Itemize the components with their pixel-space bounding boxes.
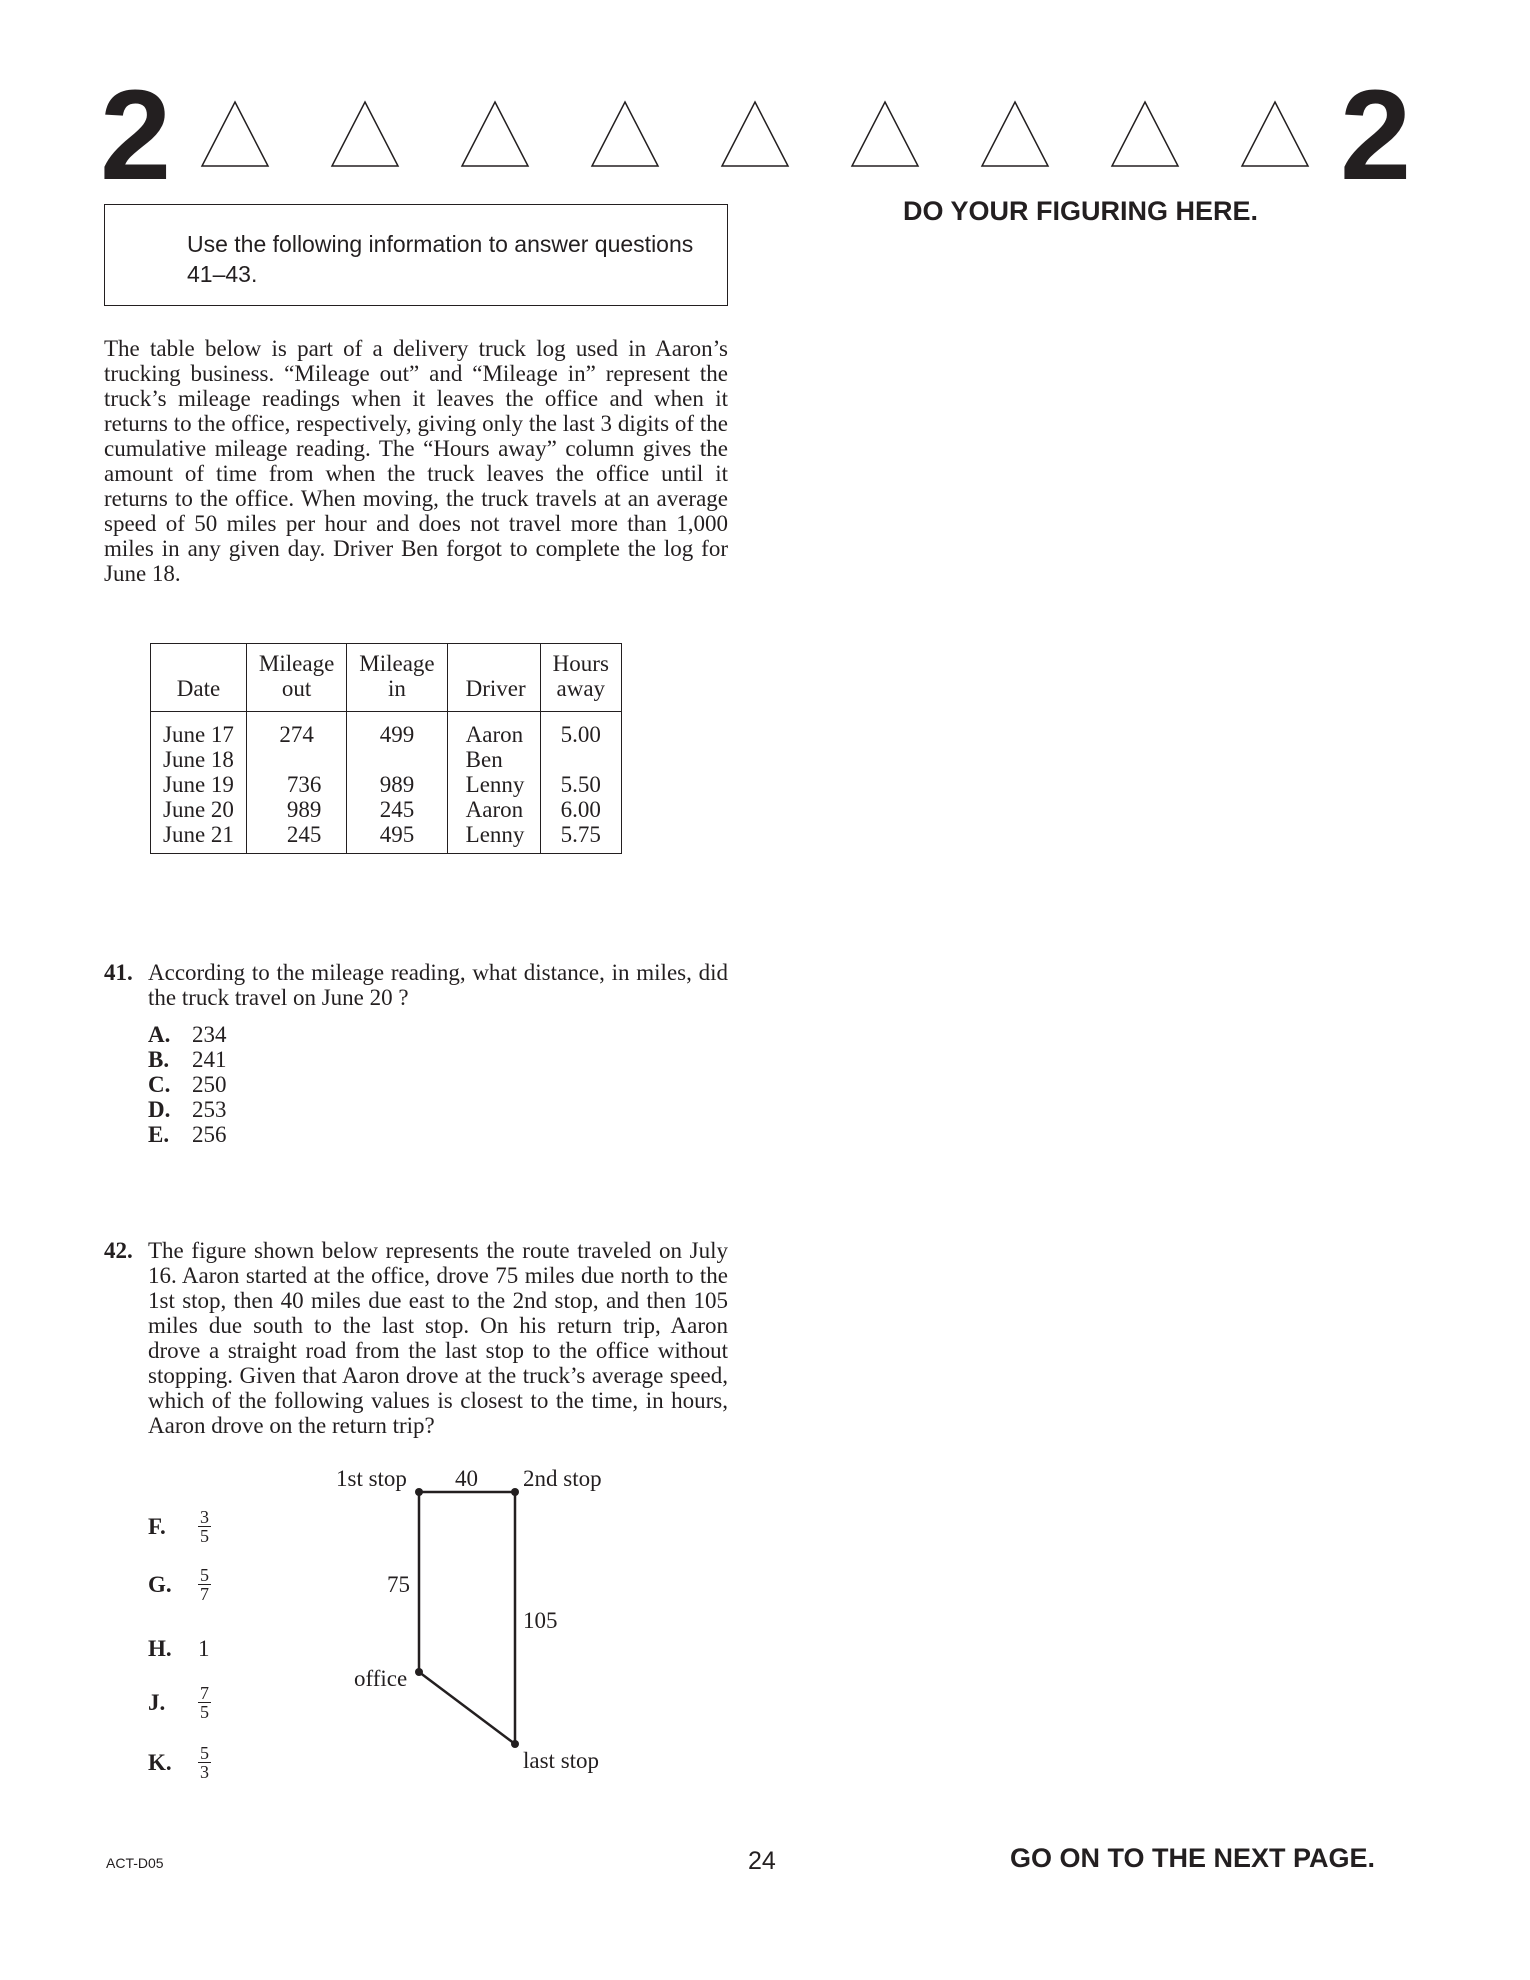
cell-mileage-in: 499 [347, 712, 447, 748]
triangle-outline-icon [980, 100, 1050, 168]
triangle-outline-icon [460, 100, 530, 168]
fraction-numerator: 7 [200, 1683, 209, 1703]
figuring-note: DO YOUR FIGURING HERE. [903, 196, 1259, 226]
cell-hours-away: 5.75 [540, 822, 621, 854]
fraction-numerator: 5 [200, 1743, 209, 1763]
top-length-label: 40 [455, 1466, 478, 1491]
table-row [151, 712, 622, 748]
question-number: 42. [104, 1238, 133, 1263]
header-date: Date [151, 644, 247, 712]
cell-hours-away: 5.50 [540, 772, 621, 797]
intro-text: The table below is part of a delivery truck log used in Aaron’s trucking business. “Mileage out” and “Mileage in” represent the truck’s mileage readings when it leaves the office and when it returns to the office, respectively, giving only the last 3 digits of the cumulative mileage reading. The “Hours away” column gives the amount of time from when the truck leaves the office until it returns to the office. When moving, the truck travels at an average speed of 50 miles per hour and does not travel more than 1,000 miles in any given day. Driver Ben forgot to complete the log for June 18. [104, 336, 728, 586]
cell-driver: Aaron [447, 712, 540, 748]
choice-value: 256 [192, 1122, 227, 1147]
choice-value: 234 [192, 1022, 227, 1047]
cell-driver: Lenny [447, 772, 540, 797]
answer-choice-e[interactable] [148, 1122, 227, 1147]
cell-date: June 21 [151, 822, 247, 854]
cell-date: June 19 [151, 772, 247, 797]
triangle-divider [200, 100, 1320, 180]
answer-choice-c[interactable] [148, 1072, 227, 1097]
answer-choice-j[interactable] [148, 1684, 211, 1721]
choice-letter: A. [148, 1022, 171, 1047]
cell-hours-away [540, 747, 621, 772]
table-row [151, 772, 622, 797]
answer-choice-h[interactable] [148, 1636, 210, 1662]
cell-date: June 18 [151, 747, 247, 772]
fraction-denominator: 5 [200, 1702, 209, 1722]
delivery-log-table [150, 643, 622, 854]
last-stop-point [511, 1740, 519, 1748]
cell-hours-away: 5.00 [540, 712, 621, 748]
second-stop-label: 2nd stop [523, 1466, 602, 1491]
cell-hours-away: 6.00 [540, 797, 621, 822]
last-stop-label: last stop [523, 1748, 600, 1773]
header-hours-away: Hours away [540, 644, 621, 712]
fraction-denominator: 7 [200, 1584, 209, 1604]
fraction-denominator: 3 [200, 1762, 209, 1782]
cell-mileage-in: 989 [347, 772, 447, 797]
cell-mileage-out [246, 747, 346, 772]
q41-choices [148, 1022, 227, 1147]
choice-value: 1 [198, 1636, 210, 1661]
info-box [104, 204, 728, 306]
answer-choice-f[interactable] [148, 1508, 211, 1545]
cell-mileage-out: 989 [246, 797, 346, 822]
choice-letter: C. [148, 1072, 171, 1097]
office-label: office [354, 1666, 408, 1691]
cell-mileage-in: 495 [347, 822, 447, 854]
choice-fraction [198, 1566, 211, 1603]
second-stop-point [511, 1488, 519, 1496]
office-point [415, 1668, 423, 1676]
fraction-numerator: 3 [200, 1507, 209, 1527]
cell-driver: Aaron [447, 797, 540, 822]
answer-choice-a[interactable] [148, 1022, 227, 1047]
triangle-outline-icon [1240, 100, 1310, 168]
table-row [151, 747, 622, 772]
section-number-left: 2 [100, 64, 172, 207]
cell-mileage-out: 736 [246, 772, 346, 797]
answer-choice-g[interactable] [148, 1566, 211, 1603]
first-stop-point [415, 1488, 423, 1496]
fraction-denominator: 5 [200, 1526, 209, 1546]
page-number: 24 [748, 1847, 776, 1875]
question-text: The figure shown below represents the route traveled on July 16. Aaron started at the office, drove 75 miles due north to the 1st stop, then 40 miles due east to the 2nd stop, and then 105 miles due south to the last stop. On his return trip, Aaron drove a straight road from the last stop to the office without stopping. Given that Aaron drove at the truck’s average speed, which of the following values is closest to the time, in hours, Aaron drove on the return trip? [148, 1238, 728, 1438]
cell-driver: Ben [447, 747, 540, 772]
header-mileage-in: Mileage in [347, 644, 447, 712]
choice-value: 253 [192, 1097, 227, 1122]
right-length-label: 105 [523, 1608, 558, 1633]
triangle-outline-icon [850, 100, 920, 168]
choice-fraction [198, 1744, 211, 1781]
next-page-note: GO ON TO THE NEXT PAGE. [1010, 1843, 1376, 1873]
choice-letter: B. [148, 1047, 170, 1072]
choice-letter: E. [148, 1122, 170, 1147]
triangle-outline-icon [200, 100, 270, 168]
form-code: ACT-D05 [106, 1855, 164, 1871]
cell-date: June 17 [151, 712, 247, 748]
cell-mileage-in: 245 [347, 797, 447, 822]
choice-letter: J. [148, 1689, 166, 1715]
section-number-right: 2 [1340, 64, 1412, 207]
table-row [151, 822, 622, 854]
choice-letter: D. [148, 1097, 171, 1122]
choice-fraction [198, 1508, 211, 1545]
cell-date: June 20 [151, 797, 247, 822]
answer-choice-d[interactable] [148, 1097, 227, 1122]
question-41 [104, 960, 732, 1020]
info-box-text: Use the following information to answer questions 41–43. [187, 231, 694, 287]
choice-letter: G. [148, 1571, 172, 1597]
choice-value: 241 [192, 1047, 227, 1072]
cell-mileage-out: 274 [246, 712, 346, 748]
question-number: 41. [104, 960, 133, 985]
cell-mileage-in [347, 747, 447, 772]
triangle-outline-icon [720, 100, 790, 168]
intro-paragraph [104, 336, 728, 586]
table-row [151, 797, 622, 822]
answer-choice-k[interactable] [148, 1744, 211, 1781]
choice-letter: H. [148, 1636, 172, 1661]
choice-value: 250 [192, 1072, 227, 1097]
question-text: According to the mileage reading, what distance, in miles, did the truck travel on June 20 ? [148, 960, 728, 1010]
header-mileage-out: Mileage out [246, 644, 346, 712]
cell-mileage-out: 245 [246, 822, 346, 854]
choice-letter: F. [148, 1513, 166, 1539]
first-stop-label: 1st stop [336, 1466, 407, 1491]
left-length-label: 75 [387, 1572, 410, 1597]
table-header-row [151, 644, 622, 712]
choice-fraction [198, 1684, 211, 1721]
question-42 [104, 1238, 732, 1448]
triangle-outline-icon [1110, 100, 1180, 168]
fraction-numerator: 5 [200, 1565, 209, 1585]
answer-choice-b[interactable] [148, 1047, 227, 1072]
route-segment-return [419, 1672, 515, 1744]
cell-driver: Lenny [447, 822, 540, 854]
choice-letter: K. [148, 1749, 172, 1775]
triangle-outline-icon [590, 100, 660, 168]
triangle-outline-icon [330, 100, 400, 168]
header-driver: Driver [447, 644, 540, 712]
